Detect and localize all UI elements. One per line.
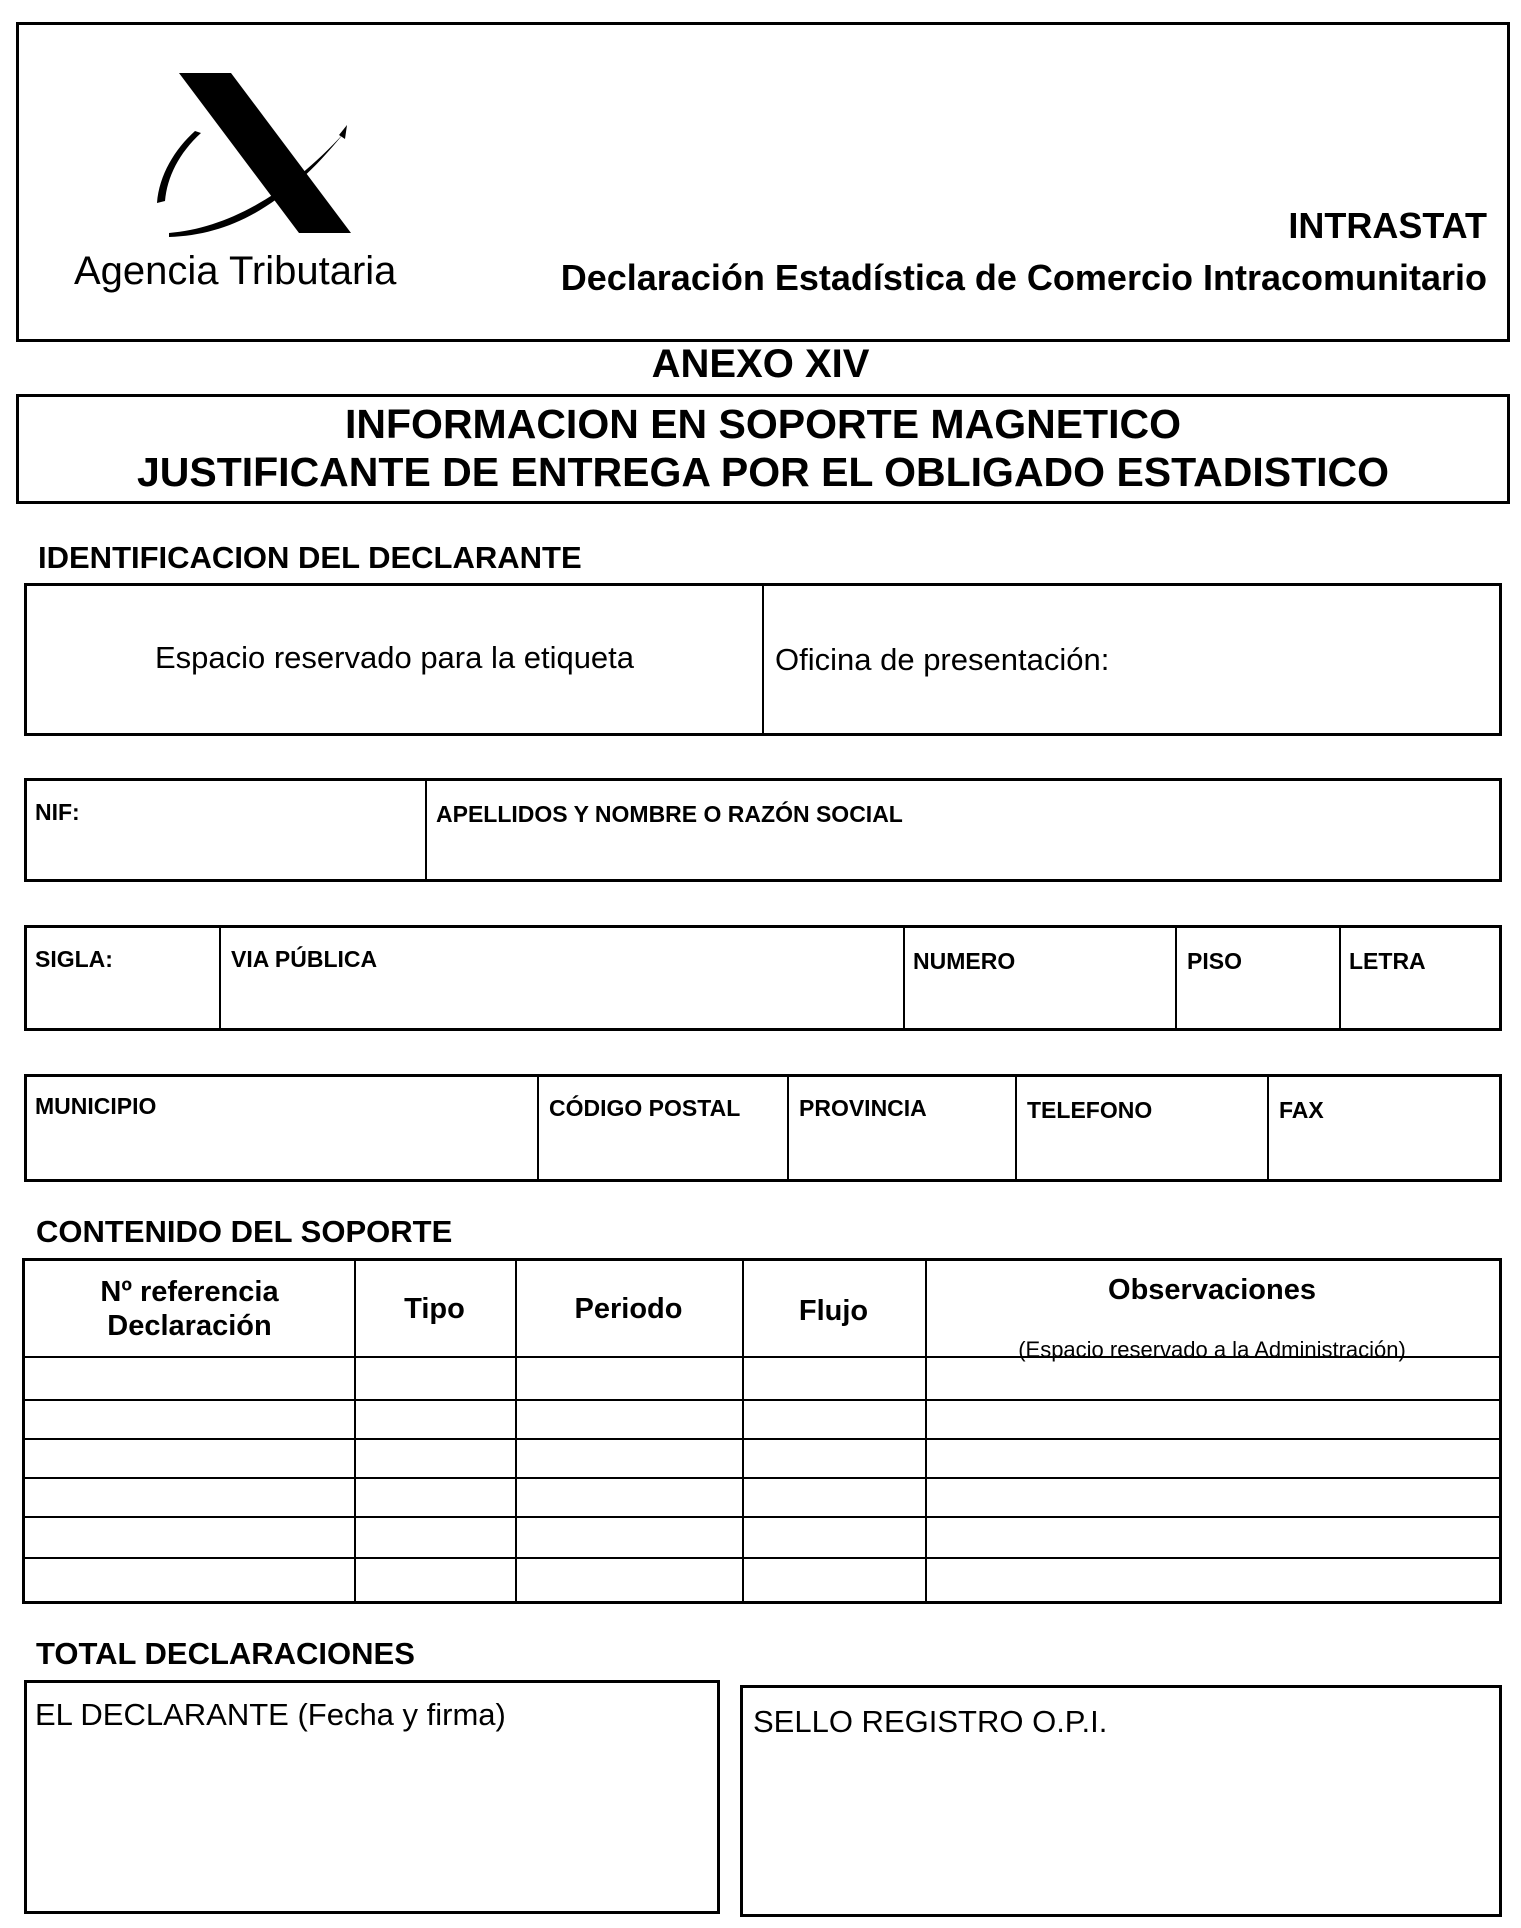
letra-label: LETRA xyxy=(1349,948,1426,974)
sello-label: SELLO REGISTRO O.P.I. xyxy=(753,1704,1108,1739)
content-heading: CONTENIDO DEL SOPORTE xyxy=(36,1214,453,1249)
provincia-label: PROVINCIA xyxy=(799,1095,927,1121)
declarante-box xyxy=(24,1680,720,1914)
identification-heading: IDENTIFICACION DEL DECLARANTE xyxy=(38,540,582,575)
declarante-note: (Fecha y firma) xyxy=(297,1697,506,1732)
col-obs-header: Observaciones xyxy=(1108,1274,1316,1306)
intrastat-label: INTRASTAT xyxy=(1288,205,1487,246)
col-flujo-header: Flujo xyxy=(798,1295,869,1327)
piso-label: PISO xyxy=(1187,948,1242,974)
sigla-label: SIGLA: xyxy=(35,946,113,972)
nif-name-box xyxy=(24,778,1502,882)
declarante-main: EL DECLARANTE xyxy=(35,1697,289,1732)
via-label: VIA PÚBLICA xyxy=(231,946,378,972)
label-office-box xyxy=(24,583,1502,736)
office-label: Oficina de presentación: xyxy=(775,642,1110,677)
annex-title: ANEXO XIV xyxy=(651,342,870,386)
title-line-1: INFORMACION EN SOPORTE MAGNETICO xyxy=(345,401,1181,447)
address-box xyxy=(24,925,1502,1031)
totals-heading: TOTAL DECLARACIONES xyxy=(36,1636,415,1671)
agency-name: Agencia Tributaria xyxy=(74,249,397,293)
name-label: APELLIDOS Y NOMBRE O RAZÓN SOCIAL xyxy=(436,801,903,827)
content-table xyxy=(22,1258,1502,1604)
agencia-tributaria-logo-icon xyxy=(139,73,369,253)
col-ref-line1: Nº referencia xyxy=(100,1276,279,1308)
telefono-label: TELEFONO xyxy=(1027,1097,1153,1123)
fax-label: FAX xyxy=(1279,1097,1324,1123)
col-ref-header xyxy=(25,1275,354,1343)
cp-label: CÓDIGO POSTAL xyxy=(549,1095,741,1121)
col-obs-note: (Espacio reservado a la Administración) xyxy=(1018,1337,1406,1362)
col-ref-line2: Declaración xyxy=(107,1310,272,1342)
sello-box xyxy=(740,1685,1502,1917)
col-tipo-header: Tipo xyxy=(404,1293,465,1325)
locality-box xyxy=(24,1074,1502,1182)
declarante-label xyxy=(35,1697,506,1733)
label-space-text: Espacio reservado para la etiqueta xyxy=(154,640,635,675)
col-periodo-header: Periodo xyxy=(574,1293,683,1325)
header-box xyxy=(16,22,1510,342)
header-subtitle: Declaración Estadística de Comercio Intracomunitario xyxy=(560,257,1487,298)
nif-label: NIF: xyxy=(35,799,80,825)
municipio-label: MUNICIPIO xyxy=(35,1093,157,1119)
numero-label: NUMERO xyxy=(913,948,1016,974)
title-box xyxy=(16,394,1510,504)
title-line-2: JUSTIFICANTE DE ENTREGA POR EL OBLIGADO ESTADISTICO xyxy=(136,449,1390,495)
